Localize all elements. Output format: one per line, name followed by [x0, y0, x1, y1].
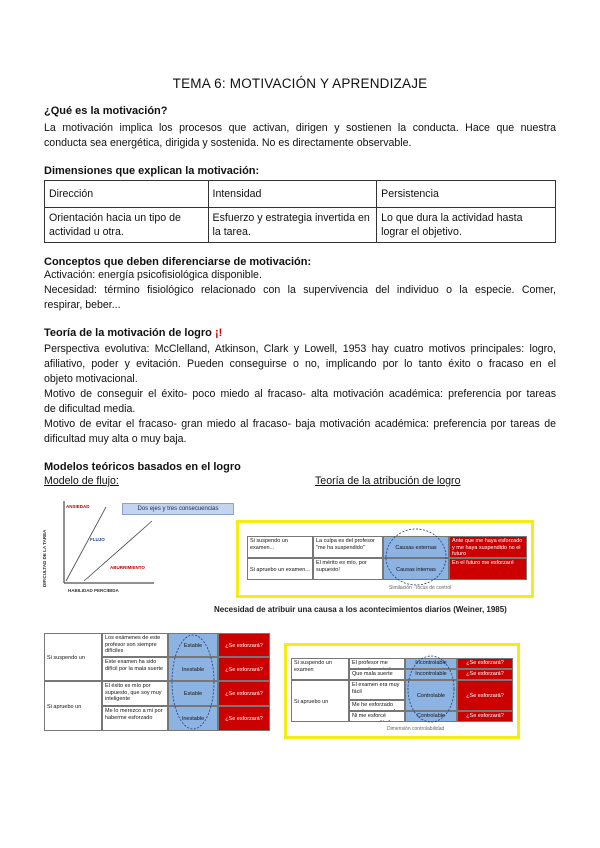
table-cell: Los exámenes de este profesor son siempre difíciles	[102, 633, 168, 657]
table-cell: ¿Se esforzará?	[218, 681, 270, 706]
paragraph-line: respirar, beber...	[44, 299, 121, 311]
page-title: TEMA 6: MOTIVACIÓN Y APRENDIZAJE	[172, 76, 428, 91]
table-cell: Inestable	[168, 657, 218, 681]
table-cell: El mérito es mío, por supuesto!	[313, 558, 383, 580]
table-cell: Incontrolable	[405, 658, 457, 669]
paragraph-line: dificultad muy alta o muy baja.	[44, 433, 187, 445]
boredom-boundary-line	[84, 521, 152, 581]
figure-footer: Dimensión controlabilidad	[387, 726, 445, 732]
table-header-cell: Persistencia	[377, 181, 556, 208]
figure-caption: Necesidad de atribuir una causa a los acontecimientos diarios (Weiner, 1985)	[214, 605, 507, 614]
logro-heading-text: Teoría de la motivación de logro	[44, 327, 212, 339]
x-axis-label: HABILIDAD PERCIBIDA	[68, 588, 119, 593]
table-cell: Lo que dura la actividad hasta lograr el objetivo.	[377, 208, 556, 243]
paragraph-line: La motivación implica los procesos que activan, dirigen y sostienen la conducta. Hace que nuestra	[44, 122, 556, 134]
figure-footer: Similación · locus de control	[389, 585, 452, 591]
dimensiones-heading: Dimensiones que explican la motivación:	[44, 165, 260, 177]
table-cell: El éxito es mío por supuesto, que soy muy inteligente	[102, 681, 168, 706]
table-cell: ¿Se esforzará?	[457, 658, 513, 669]
table-cell: Inestable	[168, 706, 218, 731]
conceptos-paragraph	[44, 268, 556, 313]
table-cell: Si apruebo un	[291, 680, 349, 722]
table-cell: Si suspendo un	[44, 633, 102, 681]
modelos-heading: Modelos teóricos basados en el logro	[44, 461, 241, 473]
paragraph-line: Motivo de evitar el fracaso- gran miedo al fracaso- baja motivación académica: preferencia por tareas de	[44, 418, 556, 430]
highlight-ellipse	[406, 654, 456, 724]
table-cell: Ni me esforcé	[349, 711, 405, 722]
flujo-label: Modelo de flujo:	[44, 475, 119, 487]
table-cell: ¿Se esforzará?	[218, 657, 270, 681]
paragraph-line: Necesidad: término fisiológico relacionado con la supervivencia del individuo o la especie. Comer,	[44, 284, 556, 296]
paragraph-line: Activación: energía psicofisiológica disponible.	[44, 269, 262, 281]
flujo-callout-box: Dos ejes y tres consecuencias	[122, 503, 234, 515]
table-cell: Si suspendo un examen	[291, 658, 349, 680]
table-cell: Orientación hacia un tipo de actividad u otra.	[45, 208, 209, 243]
table-cell: Si apruebo un	[44, 681, 102, 731]
table-cell: Controlable	[405, 680, 457, 711]
aburrimiento-label: ABURRIMIENTO	[110, 565, 145, 570]
table-cell: Este examen ha sido difícil por la mala suerte	[102, 657, 168, 681]
logro-paragraph	[44, 342, 556, 447]
table-cell: ¿Se esforzará?	[457, 680, 513, 711]
table-header-cell: Dirección	[45, 181, 209, 208]
flujo-zone-label: FLUJO	[90, 537, 105, 542]
highlight-ellipse	[384, 527, 448, 587]
paragraph-line: afiliativo, poder y evitación. Pueden conseguirse o no, implicando por lo tanto éxito o fracaso en el	[44, 358, 556, 370]
paragraph-line: objeto motivacional.	[44, 373, 138, 385]
table-header-row	[45, 181, 556, 208]
paragraph-line: Perspectiva evolutiva: McClelland, Atkinson, Clark y Lowell, 1953 hay cuatro motivos principales: logro,	[44, 343, 556, 355]
flujo-chart	[44, 495, 234, 600]
table-cell: Si suspendo un examen...	[247, 536, 313, 558]
table-cell: Si apruebo un examen...	[247, 558, 313, 580]
atribucion-figure	[236, 520, 534, 598]
table-cell: Incontrolable	[405, 669, 457, 680]
table-cell: ¿Se esforzará?	[457, 711, 513, 722]
paragraph-line: de dificultad media.	[44, 403, 136, 415]
table-cell: El profesor me	[349, 658, 405, 669]
anxiety-boundary-line	[66, 507, 106, 581]
motivacion-paragraph	[44, 121, 556, 151]
atribucion-label: Teoría de la atribución de logro	[315, 475, 461, 487]
paragraph-line: conducta sea energética, dirigida y sostenida. No es directamente observable.	[44, 137, 412, 149]
paragraph-line: Motivo de conseguir el éxito- poco miedo al fracaso- alta motivación académica: preferencia por tareas	[44, 388, 556, 400]
table-cell: Controlable	[405, 711, 457, 722]
conceptos-heading: Conceptos que deben diferenciarse de motivación:	[44, 256, 312, 268]
table-cell: La culpa es del profesor "me ha suspendido"	[313, 536, 383, 558]
table-cell: ¿Se esforzará?	[218, 633, 270, 657]
table-cell: ¿Se esforzará?	[457, 669, 513, 680]
estabilidad-figure	[44, 633, 270, 733]
table-cell: ¿Se esforzará?	[218, 706, 270, 731]
highlight-ellipse	[170, 633, 216, 731]
table-cell: El examen era muy fácil	[349, 680, 405, 700]
motivacion-heading: ¿Qué es la motivación?	[44, 105, 168, 117]
table-cell: Estable	[168, 633, 218, 657]
table-cell: Que mala suerte	[349, 669, 405, 680]
table-cell: Esfuerzo y estrategia invertida en la tarea.	[208, 208, 377, 243]
table-cell: Causas internas	[383, 558, 449, 580]
table-row	[45, 208, 556, 243]
logro-heading	[44, 327, 222, 339]
table-cell: Ante que me haya esforzado y me haya suspendido no el futuro	[449, 536, 527, 558]
table-cell: Me lo merezco a mi por haberme esforzado	[102, 706, 168, 731]
y-axis-label: DIFICULTAD DE LA TAREA	[42, 529, 47, 587]
logro-mark: ¡!	[214, 327, 223, 339]
table-cell: Causas externas	[383, 536, 449, 558]
controlabilidad-figure	[284, 643, 520, 739]
ansiedad-label: ANSIEDAD	[66, 504, 90, 509]
dimensiones-table	[44, 180, 556, 243]
table-cell: En el futuro me esforzaré	[449, 558, 527, 580]
table-cell: Estable	[168, 681, 218, 706]
table-cell: Me he esforzado	[349, 700, 405, 711]
table-header-cell: Intensidad	[208, 181, 377, 208]
